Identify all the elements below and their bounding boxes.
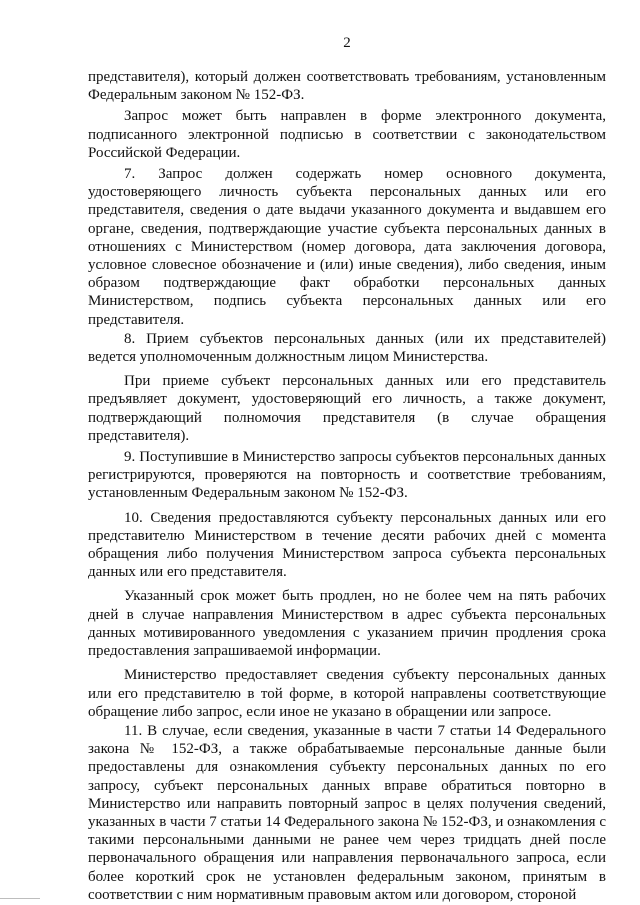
paragraph-item-9: 9. Поступившие в Министерство запросы субъектов персональных данных регистрируются, проверяются на повторность и соответствие требованиям, установленным Федеральным законом № 152-ФЗ. — [88, 449, 606, 502]
paragraph-reception: При приеме субъект персональных данных или его представитель предъявляет документ, удостоверяющий его личность, а также документ, подтверждающий полномочия представителя (в случае обращения представителя). — [88, 373, 606, 444]
paragraph-item-11: 11. В случае, если сведения, указанные в части 7 статьи 14 Федерального закона № 152-ФЗ, а также обрабатываемые персональные данные были предоставлены для ознакомления субъекту персональных данных по его запросу, субъект персональных данных вправе обратиться повторно в Министерство или направить повторный запрос в целях получения сведений, указанных в части 7 статьи 14 Федерального закона № 152-ФЗ, и ознакомления с такими персональными данными не ранее чем через тридцать дней после первоначального обращения или направления первоначального запроса, если более короткий срок не установлен федеральным законом, принятым в соответствии с ним нормативным правовым актом или договором, стороной — [88, 722, 606, 903]
paragraph-continuation: представителя), который должен соответствовать требованиям, установленным Федеральным законом № 152-ФЗ. — [88, 69, 606, 104]
page-number: 2 — [343, 35, 351, 51]
scan-edge-mark — [0, 898, 40, 899]
paragraph-extension: Указанный срок может быть продлен, но не более чем на пять рабочих дней в случае направления Министерством в адрес субъекта персональных данных мотивированного уведомления с указанием причин продления срока предоставления запрашиваемой информации. — [88, 588, 606, 660]
paragraph-electronic-request: Запрос может быть направлен в форме электронного документа, подписанного электронной подписью в соответствии с законодательством Российской Федерации. — [88, 108, 606, 161]
paragraph-response-form: Министерство предоставляет сведения субъекту персональных данных или его представителю в той форме, в которой направлены соответствующие обращение либо запрос, если иное не указано в обращении или запросе. — [88, 667, 606, 720]
document-body — [88, 68, 606, 904]
paragraph-item-7: 7. Запрос должен содержать номер основного документа, удостоверяющего личность субъекта персональных данных или его представителя, сведения о дате выдачи указанного документа и выдавшем его органе, сведения, подтверждающие участие субъекта персональных данных в отношениях с Министерством (номер договора, дата заключения договора, условное словесное обозначение и (или) иные сведения), либо сведения, иным образом подтверждающие факт обработки персональных данных Министерством, подпись субъекта персональных данных или его представителя. — [88, 166, 606, 328]
paragraph-item-10: 10. Сведения предоставляются субъекту персональных данных или его представителю Министерством в течение десяти рабочих дней с момента обращения либо получения Министерством запроса субъекта персональных данных или его представителя. — [88, 509, 606, 581]
paragraph-item-8: 8. Прием субъектов персональных данных (или их представителей) ведется уполномоченным должностным лицом Министерства. — [88, 330, 606, 366]
